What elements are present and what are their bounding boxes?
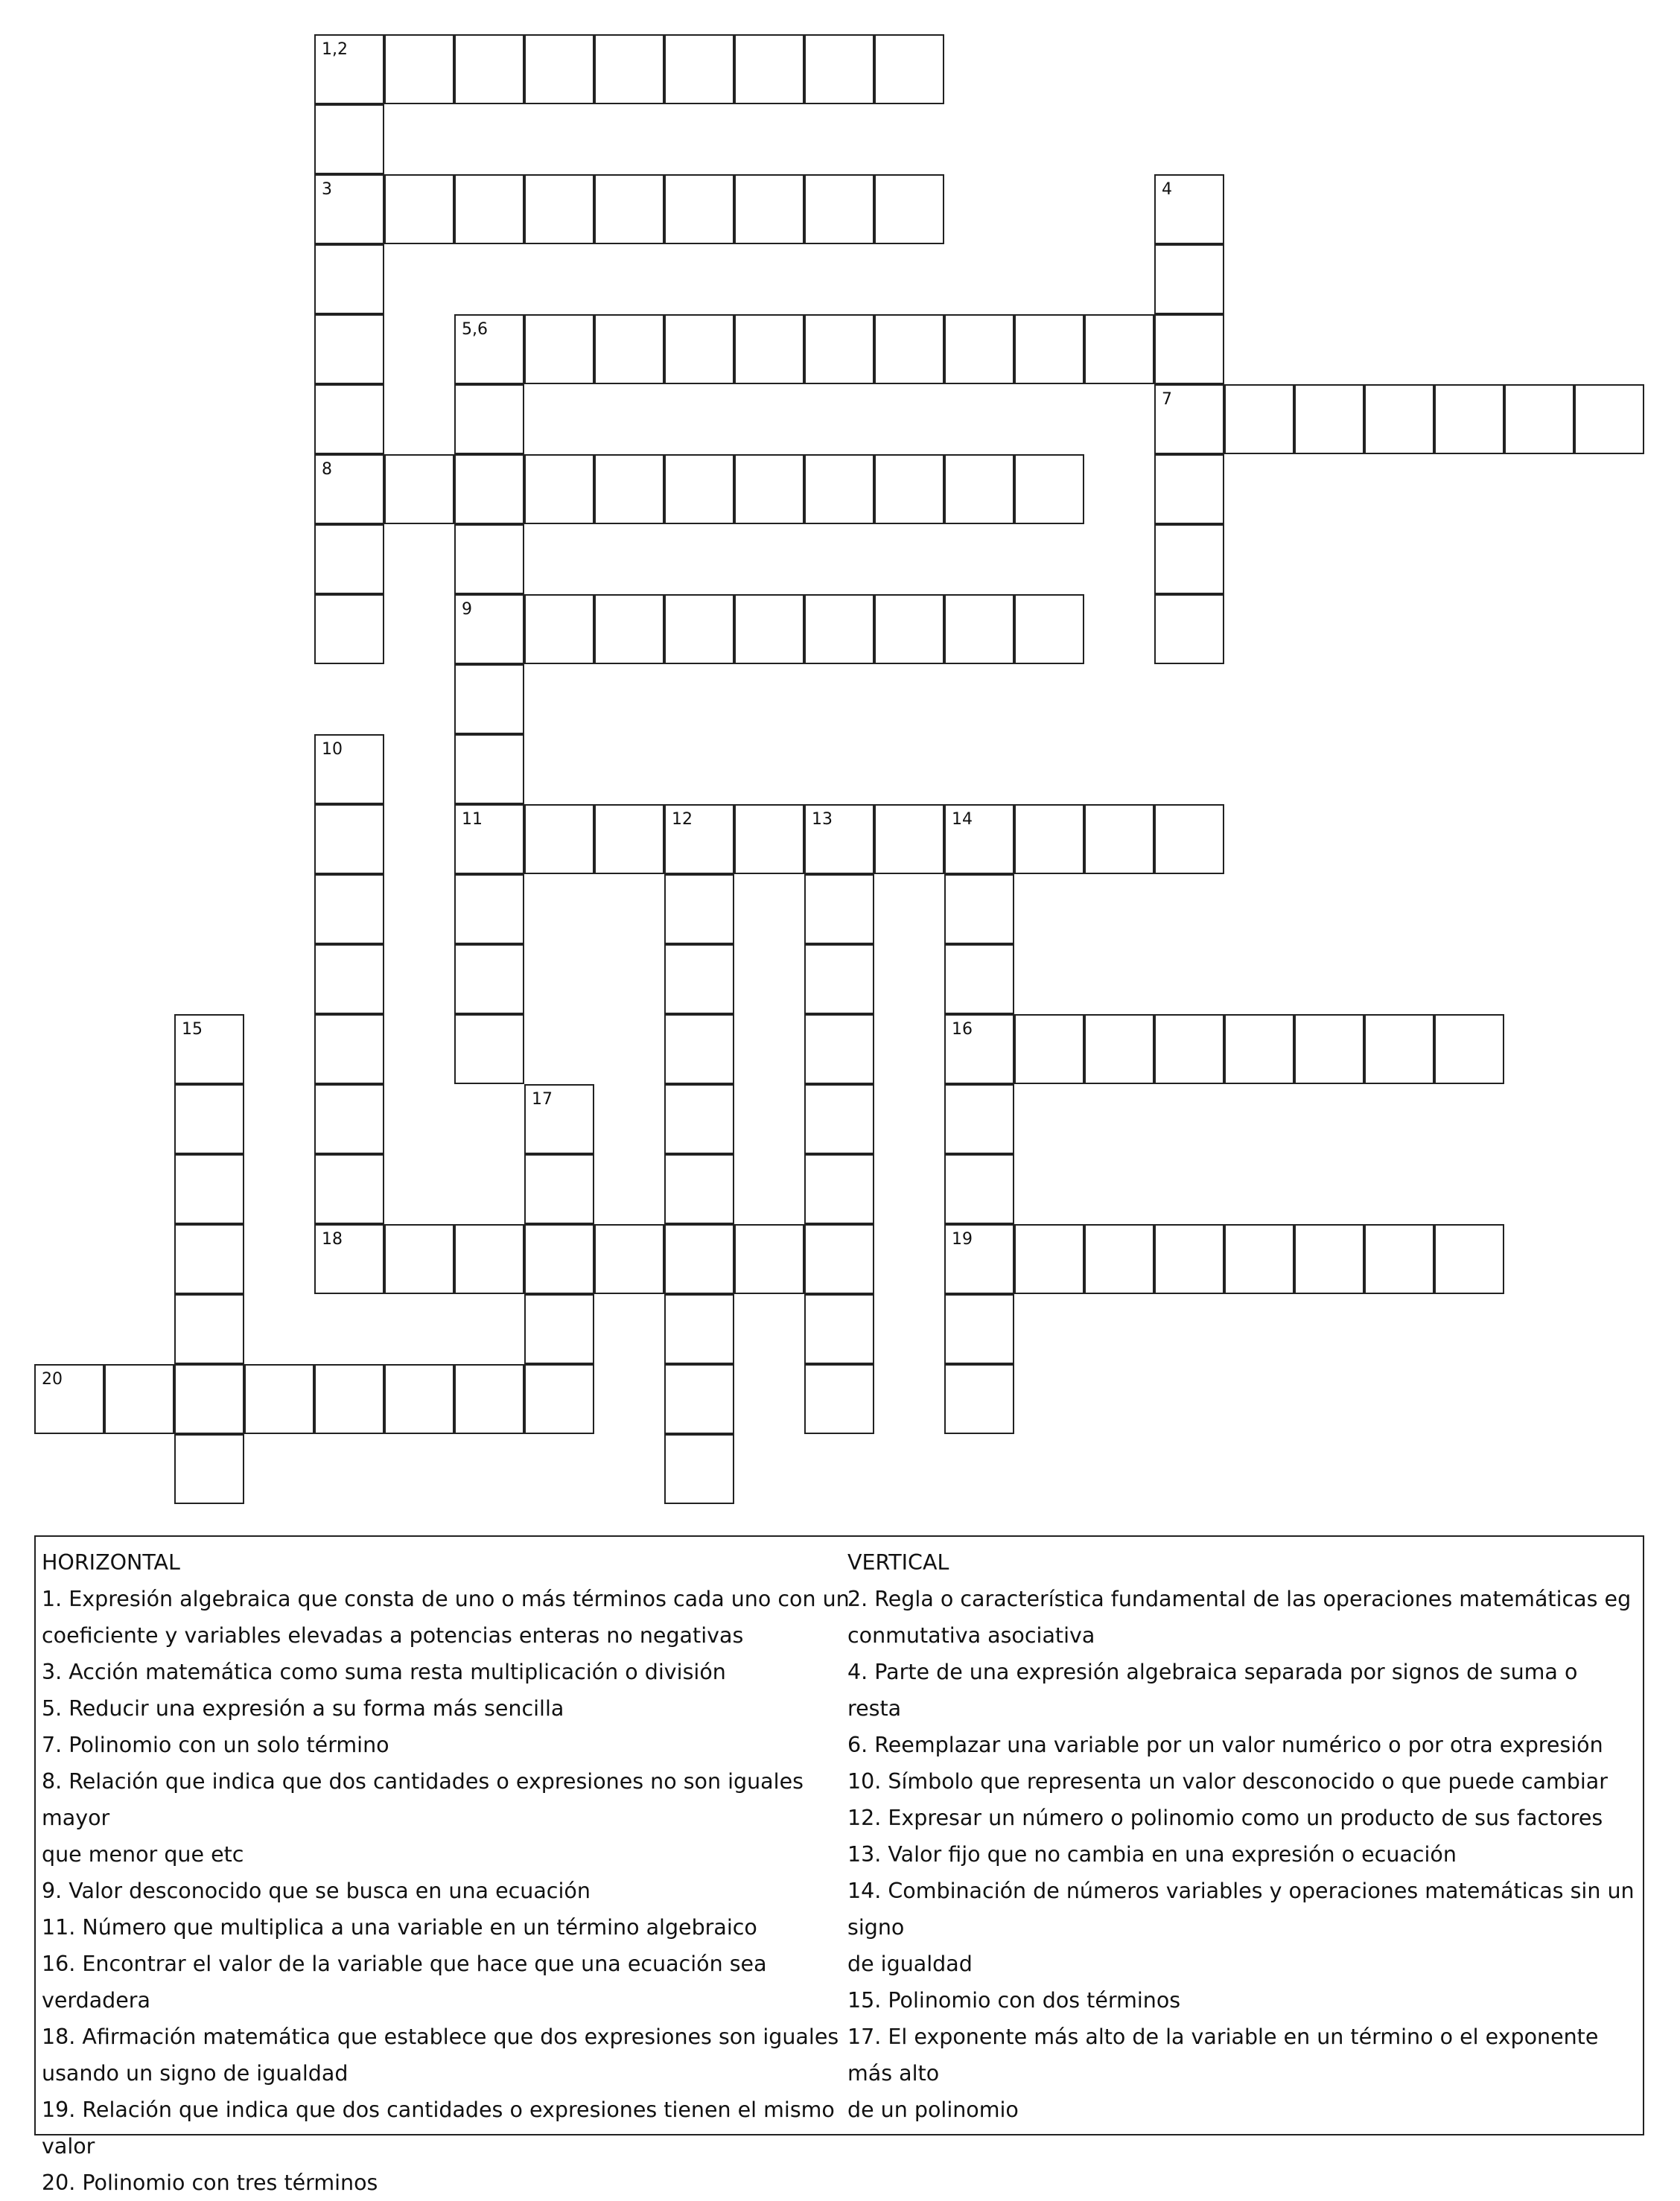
clue-number: 3 [322,180,332,199]
crossword-cell[interactable] [874,454,944,524]
crossword-cell[interactable] [314,104,384,174]
crossword-cell[interactable] [944,1364,1014,1434]
crossword-cell[interactable] [1224,1014,1294,1084]
crossword-cell[interactable] [804,314,874,384]
clue-line: 13. Valor fijo que no cambia en una expresión o ecuación [847,1842,1457,1867]
crossword-cell[interactable] [1434,1224,1504,1294]
horizontal-title: HORIZONTAL [42,1550,180,1575]
crossword-cell[interactable] [34,1364,104,1434]
clue-number: 16 [952,1020,973,1039]
crossword-cell[interactable] [804,1294,874,1364]
crossword-cell[interactable] [314,1154,384,1224]
crossword-cell[interactable] [944,1014,1014,1084]
crossword-cell[interactable] [524,454,594,524]
crossword-cell[interactable] [1154,384,1224,454]
clue-line: de un polinomio [847,2098,1019,2122]
vertical-title: VERTICAL [847,1550,949,1575]
crossword-cell[interactable] [804,944,874,1014]
clue-line: conmutativa asociativa [847,1623,1095,1648]
crossword-cell[interactable] [664,454,734,524]
crossword-cell[interactable] [1084,314,1154,384]
crossword-cell[interactable] [524,314,594,384]
crossword-cell[interactable] [664,944,734,1014]
clue-line: 20. Polinomio con tres términos [42,2170,378,2195]
crossword-cell[interactable] [314,1224,384,1294]
clue-line: 5. Reducir una expresión a su forma más sencilla [42,1696,564,1721]
clue-number: 13 [812,810,833,829]
clue-line: 16. Encontrar el valor de la variable que hace que una ecuación sea verdadera [42,1952,767,2013]
crossword-cell[interactable] [594,804,664,874]
crossword-cell[interactable] [384,454,454,524]
clue-line: 15. Polinomio con dos términos [847,1988,1181,2013]
clue-line: 2. Regla o característica fundamental de las operaciones matemáticas eg [847,1587,1632,1611]
clue-number: 17 [532,1090,553,1109]
crossword-cell[interactable] [804,454,874,524]
crossword-cell[interactable] [454,174,524,244]
crossword-cell[interactable] [314,174,384,244]
clue-line: que menor que etc [42,1842,244,1867]
crossword-cell[interactable] [314,734,384,804]
crossword-cell[interactable] [524,174,594,244]
clue-number: 8 [322,460,332,479]
crossword-cell[interactable] [1084,1224,1154,1294]
crossword-cell[interactable] [1434,1014,1504,1084]
clue-line: 17. El exponente más alto de la variable en un término o el exponente más alto [847,2025,1599,2086]
clue-number: 18 [322,1230,343,1249]
crossword-cell[interactable] [944,314,1014,384]
crossword-cell[interactable] [1574,384,1644,454]
crossword-cell[interactable] [1504,384,1574,454]
crossword-cell[interactable] [734,174,804,244]
crossword-cell[interactable] [944,944,1014,1014]
crossword-cell[interactable] [454,524,524,594]
clue-number: 14 [952,810,973,829]
crossword-cell[interactable] [454,944,524,1014]
crossword-cell[interactable] [454,1364,524,1434]
crossword-cell[interactable] [384,34,454,104]
crossword-cell[interactable] [804,1364,874,1434]
crossword-cell[interactable] [384,1364,454,1434]
crossword-cell[interactable] [1014,1224,1084,1294]
clue-line: 1. Expresión algebraica que consta de uno o más términos cada uno con un [42,1587,850,1611]
crossword-cell[interactable] [314,1014,384,1084]
crossword-cell[interactable] [804,594,874,664]
crossword-cell[interactable] [174,1014,244,1084]
crossword-cell[interactable] [664,1084,734,1154]
crossword-cell[interactable] [524,804,594,874]
clue-number: 15 [182,1020,203,1039]
crossword-cell[interactable] [174,1154,244,1224]
crossword-cell[interactable] [454,594,524,664]
crossword-cell[interactable] [174,1084,244,1154]
vertical-clue-list [847,1581,1637,2128]
crossword-cell[interactable] [384,174,454,244]
crossword-cell[interactable] [1154,244,1224,314]
crossword-cell[interactable] [664,1154,734,1224]
crossword-cell[interactable] [944,594,1014,664]
crossword-cell[interactable] [734,454,804,524]
crossword-cell[interactable] [524,34,594,104]
clue-line: 9. Valor desconocido que se busca en una ecuación [42,1879,591,1903]
clue-line: 7. Polinomio con un solo término [42,1733,389,1757]
crossword-cell[interactable] [664,1434,734,1504]
crossword-cell[interactable] [384,1224,454,1294]
crossword-cell[interactable] [1154,804,1224,874]
crossword-cell[interactable] [1154,1224,1224,1294]
crossword-cell[interactable] [524,1294,594,1364]
crossword-cell[interactable] [594,594,664,664]
crossword-cell[interactable] [174,1224,244,1294]
crossword-cell[interactable] [594,1224,664,1294]
vertical-clues [847,1544,1637,2128]
crossword-cell[interactable] [454,454,524,524]
clue-line: 14. Combinación de números variables y operaciones matemáticas sin un signo [847,1879,1635,1940]
crossword-cell[interactable] [314,34,384,104]
crossword-cell[interactable] [524,594,594,664]
horizontal-clue-list [42,1581,853,2201]
clue-line: 6. Reemplazar una variable por un valor numérico o por otra expresión [847,1733,1603,1757]
crossword-cell[interactable] [944,804,1014,874]
crossword-cell[interactable] [524,1154,594,1224]
crossword-cell[interactable] [314,1364,384,1434]
crossword-cell[interactable] [1084,1014,1154,1084]
crossword-cell[interactable] [664,1364,734,1434]
clue-line: 12. Expresar un número o polinomio como un producto de sus factores [847,1806,1603,1830]
crossword-cell[interactable] [804,1224,874,1294]
clue-line: usando un signo de igualdad [42,2061,349,2086]
crossword-cell[interactable] [524,1084,594,1154]
crossword-cell[interactable] [804,174,874,244]
crossword-cell[interactable] [1434,384,1504,454]
crossword-cell[interactable] [1154,594,1224,664]
crossword-cell[interactable] [804,1014,874,1084]
clue-number: 4 [1162,180,1172,199]
crossword-cell[interactable] [944,1294,1014,1364]
crossword-cell[interactable] [804,874,874,944]
crossword-cell[interactable] [1014,804,1084,874]
crossword-cell[interactable] [174,1294,244,1364]
clue-number: 5,6 [462,320,488,339]
crossword-cell[interactable] [314,454,384,524]
crossword-cell[interactable] [1364,1014,1434,1084]
crossword-cell[interactable] [734,594,804,664]
crossword-cell[interactable] [314,384,384,454]
crossword-cell[interactable] [734,34,804,104]
crossword-cell[interactable] [734,804,804,874]
crossword-cell[interactable] [594,34,664,104]
crossword-cell[interactable] [804,1084,874,1154]
crossword-cell[interactable] [454,1014,524,1084]
crossword-cell[interactable] [1154,454,1224,524]
clue-number: 7 [1162,390,1172,409]
clue-number: 20 [42,1370,63,1389]
crossword-cell[interactable] [244,1364,314,1434]
crossword-cell[interactable] [804,1154,874,1224]
crossword-cell[interactable] [664,174,734,244]
crossword-cell[interactable] [1014,454,1084,524]
crossword-cell[interactable] [454,314,524,384]
crossword-cell[interactable] [874,174,944,244]
crossword-cell[interactable] [104,1364,174,1434]
crossword-cell[interactable] [664,594,734,664]
horizontal-clues [42,1544,853,2201]
crossword-cell[interactable] [314,944,384,1014]
crossword-cell[interactable] [1154,1014,1224,1084]
crossword-cell[interactable] [314,314,384,384]
clue-line: 10. Símbolo que representa un valor desconocido o que puede cambiar [847,1769,1608,1794]
crossword-cell[interactable] [874,34,944,104]
crossword-cell[interactable] [804,34,874,104]
clue-line: 19. Relación que indica que dos cantidades o expresiones tienen el mismo valor [42,2098,835,2159]
crossword-cell[interactable] [1154,174,1224,244]
crossword-cell[interactable] [1154,314,1224,384]
crossword-cell[interactable] [314,1084,384,1154]
crossword-cell[interactable] [874,594,944,664]
crossword-cell[interactable] [664,1224,734,1294]
crossword-cell[interactable] [734,1224,804,1294]
crossword-cell[interactable] [454,874,524,944]
clue-line: 11. Número que multiplica a una variable en un término algebraico [42,1915,757,1940]
crossword-cell[interactable] [1224,1224,1294,1294]
crossword-cell[interactable] [1364,1224,1434,1294]
clue-line: coeficiente y variables elevadas a potencias enteras no negativas [42,1623,744,1648]
crossword-cell[interactable] [664,874,734,944]
crossword-cell[interactable] [454,664,524,734]
clue-line: de igualdad [847,1952,973,1976]
crossword-cell[interactable] [1364,384,1434,454]
clue-number: 10 [322,740,343,759]
crossword-cell[interactable] [314,524,384,594]
crossword-cell[interactable] [594,174,664,244]
crossword-cell[interactable] [804,804,874,874]
crossword-cell[interactable] [524,1224,594,1294]
crossword-cell[interactable] [524,1364,594,1434]
crossword-cell[interactable] [734,314,804,384]
crossword-cell[interactable] [1014,594,1084,664]
crossword-cell[interactable] [664,314,734,384]
crossword-cell[interactable] [454,34,524,104]
clue-number: 1,2 [322,40,348,59]
crossword-cell[interactable] [454,734,524,804]
clue-line: 4. Parte de una expresión algebraica separada por signos de suma o resta [847,1660,1578,1721]
crossword-cell[interactable] [664,1294,734,1364]
crossword-cell[interactable] [1014,314,1084,384]
crossword-cell[interactable] [664,804,734,874]
crossword-cell[interactable] [174,1364,244,1434]
crossword-cell[interactable] [874,804,944,874]
crossword-cell[interactable] [314,594,384,664]
crossword-cell[interactable] [944,454,1014,524]
crossword-cell[interactable] [314,874,384,944]
crossword-cell[interactable] [944,874,1014,944]
crossword-cell[interactable] [314,804,384,874]
clue-number: 19 [952,1230,973,1249]
crossword-cell[interactable] [664,1014,734,1084]
clue-number: 12 [672,810,693,829]
crossword-cell[interactable] [1014,1014,1084,1084]
clue-number: 9 [462,600,472,619]
crossword-cell[interactable] [874,314,944,384]
clue-line: 18. Afirmación matemática que establece que dos expresiones son iguales [42,2025,839,2049]
crossword-cell[interactable] [454,804,524,874]
crossword-cell[interactable] [454,1224,524,1294]
clue-line: 3. Acción matemática como suma resta multiplicación o división [42,1660,726,1684]
crossword-cell[interactable] [454,384,524,454]
crossword-cell[interactable] [1084,804,1154,874]
crossword-cell[interactable] [944,1224,1014,1294]
crossword-cell[interactable] [314,244,384,314]
crossword-cell[interactable] [1154,524,1224,594]
crossword-cell[interactable] [944,1154,1014,1224]
crossword-cell[interactable] [944,1084,1014,1154]
crossword-cell[interactable] [174,1434,244,1504]
clue-number: 11 [462,810,483,829]
crossword-cell[interactable] [1294,384,1364,454]
crossword-cell[interactable] [594,314,664,384]
clue-line: 8. Relación que indica que dos cantidades o expresiones no son iguales mayor [42,1769,804,1830]
clues-box [34,1535,1644,2195]
crossword-cell[interactable] [664,34,734,104]
crossword-cell[interactable] [594,454,664,524]
crossword-cell[interactable] [1294,1014,1364,1084]
crossword-cell[interactable] [1294,1224,1364,1294]
crossword-cell[interactable] [1224,384,1294,454]
